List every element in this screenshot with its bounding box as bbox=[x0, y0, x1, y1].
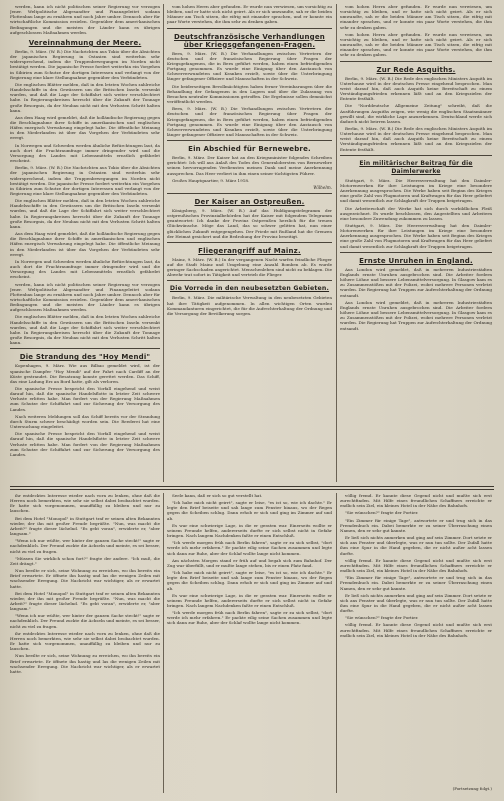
article-text: Die englischen Blätter melden, daß in den letzten Wochen zahlreiche Handelsschiffe in den Gewässern um die Britischen Inseln versenkt wurden, und daß die Lage der Schiffahrt sich weiter verschlechtert habe. In Regierungskreisen herrscht über die Zukunft der Tonnage große Besorgnis, da der Neubau nicht mit den Verlusten Schritt halten kann. bbox=[10, 81, 160, 113]
story-text: "Müssen Sie wirklich schon fort?" fragte der andere. "Ich muß, die Zeit drängt." bbox=[10, 555, 160, 566]
story-text: ihr entdecktes Interesse wieder nach vorn zu lenken, ohne daß die Herren noch bemerkten, wie sehr sie selbst dabei beobachtet wurden. Er hatte sich vorgenommen, unauffällig zu bleiben und nur zu lauschen. bbox=[10, 493, 160, 514]
column-divider bbox=[336, 493, 337, 793]
article-text: Aus dem Haag wird gemeldet, daß die holländische Regierung gegen die Beschlagnahme ihrer Schiffe in amerikanischen und englischen Häfen energisch Verwahrung eingelegt habe. Die öffentliche Meinung in den Niederlanden ist über das Vorgehen der Verbündeten sehr erregt. bbox=[10, 114, 160, 141]
article-text: werden, kann ich nicht politischen seiner Regierung vor verzogen Jener. Weltpolitische Abgesandter und Finanzgeleitet sodann Flottenbau lange zu ernähren und noch Jahre umher. Dennoch aber für wirtschaftliche Kommission erzielen. Gegenüber dem ameri-kanischen Bedingungen und die meisten der Länder kann es übrigen aufgeschlossen Maßnahmen werden. bbox=[10, 281, 160, 313]
story-text: Nun beeilte er sich, seine Wohnung zu erreichen, wo ihn bereits ein Brief erwartete. Er öffnete ihn hastig und las die wenigen Zeilen mit wachsender Erregung. Die Nachricht war wichtiger, als er erwartet hatte. bbox=[10, 653, 160, 674]
article-text: werden, kann ich nicht politischen seiner Regierung vor verzogen Jener. Weltpolitische Abgesandter und Finanzgeleitet sodann Flottenbau lange zu ernähren und noch Jahre umher. Dennoch aber für wirtschaftliche Kommission erzielen. Gegenüber dem ameri-kanischen Bedingungen und die meisten der Länder kann es übrigen aufgeschlossen Maßnahmen werden. bbox=[10, 4, 160, 35]
feuilleton-middle bbox=[167, 493, 332, 793]
column-divider bbox=[336, 4, 337, 482]
signature: Wilhelm. bbox=[313, 184, 332, 190]
article-text: Die spanische Presse bespricht den Vorfall eingehend und weist darauf hin, daß die spanische Handelsflotte in letzter Zeit schwere Verluste erlitten habe. Man fordert von der Regierung Maßnahmen zum Schutze der Schiffahrt und zur Sicherung der Versorgung des Landes. bbox=[10, 431, 160, 457]
story-text: "Sie wünschen?" fragte der Portier. bbox=[345, 615, 419, 621]
article-text: Aus dem Haag wird gemeldet, daß die holländische Regierung gegen die Beschlagnahme ihrer Schiffe in amerikanischen und englischen Häfen energisch Verwahrung eingelegt habe. Die öffentliche Meinung in den Niederlanden ist über das Vorgehen der Verbündeten sehr erregt. bbox=[10, 231, 160, 257]
headline-unruhen: Ernste Unruhen in England. bbox=[359, 256, 473, 265]
feuilleton-rule bbox=[10, 489, 494, 490]
article-text: Die Arbeiterschaft der Werke hat sich durch vorbildlichen Fleiß ausgezeichnet. Es wurde beschlossen, den Angestellten und Arbeitern eine besondere Zuwendung zukommen zu lassen. bbox=[340, 205, 492, 221]
headline-deutsch-franz: Deutschfranzösische Verhandlungen über Kriegsgefangenen-Fragen. bbox=[174, 32, 325, 49]
article-text: Großes Hauptquartier, 9. März 1918. bbox=[172, 177, 250, 183]
continuation-note: (Fortsetzung folgt.) bbox=[452, 786, 492, 791]
article-text: Königsberg, 9. März. (W. B.) Auf das Huldigungstelegramm der ostpreußischen Provinzialbehörden hat der Kaiser mit folgendem Telegramm geantwortet: Ich danke der Provinz Ostpreußen herzlich für die treuen Glückwünsche. Möge das Land, das so schwer gelitten hat, nun einer glücklichen Zukunft entgegengehen. Der Friede mit Rußland hat die Grenzen der Heimat gesichert und die Bedrohung der Provinz beseitigt. bbox=[167, 207, 332, 239]
feuilleton-right bbox=[340, 493, 492, 783]
story-text: "Ein Zimmer für einige Tage", antwortete er und trug sich in das Fremdenbuch ein. Dabei bemerkte er zu seiner Überraschung einen Namen, den er sehr gut kannte. bbox=[340, 517, 492, 533]
story-text: "Ich habe mich nicht geirrt", sagte er leise, "es ist so, wie ich dachte." Er legte den Brief beiseite und sah lange zum Fenster hinaus, wo der Regen gegen die Scheiben schlug. Dann erhob er sich und ging im Zimmer auf und ab. bbox=[167, 570, 332, 591]
story-text: "Wenn ich nur wüßte, wer hinter der ganzen Sache steckt!" sagte er nachdenklich. Der Freund zuckte die Achseln und meinte, es sei besser, nicht zu viel zu fragen. bbox=[10, 613, 160, 629]
divider bbox=[10, 348, 160, 349]
article-text: vom hohen Herrn aber gefunden. Er wurde nun verwiesen, um vorsichtig zu bleiben, und er hatte sich nicht geirrt. Als er sich umwandte, sah er die beiden Männer am Tisch sitzen, die eifrig mit einander sprachen, und er konnte ein paar Worte verstehen, die ihm sehr zu denken gaben. bbox=[167, 4, 332, 25]
divider bbox=[340, 252, 492, 253]
story-text: völlig fremd. Er kannte diese Gegend nicht und mußte sich erst zurechtfinden. Mit Hilfe eines freundlichen Schaffners erreichte er endlich sein Ziel, ein kleines Hotel in der Nähe des Bahnhofs. bbox=[340, 493, 492, 509]
feuilleton-left bbox=[10, 493, 160, 793]
article-text: Nach weiteren Meldungen soll das Schiff bereits vor der Strandung durch Sturm schwer beschädigt worden sein. Die Reederei hat eine Untersuchung eingeleitet. bbox=[10, 413, 160, 430]
article-text: Kopenhagen, 9. März. Wie aus Bilbao gemeldet wird, ist der spanische Dampfer "Hoy Mendi" auf der Fahrt nach Cardiff an der Küste gestrandet. Die Besatzung konnte gerettet werden. Das Schiff, das eine Ladung Erz an Bord hatte, gilt als verloren. bbox=[10, 363, 160, 384]
column-1 bbox=[10, 4, 160, 484]
story-text: Er ließ sich nichts anmerken und ging auf sein Zimmer. Dort setzte er sich ans Fenster und überlegte, was er nun tun sollte. Der Zufall hatte ihm eine Spur in die Hand gegeben, die er nicht außer acht lassen durfte. bbox=[340, 592, 492, 614]
divider bbox=[167, 28, 332, 29]
article-text: Aus London wird gemeldet, daß in mehreren Industriestädten Englands ernste Unruhen ausgebrochen sind. Die Arbeiter fordern höhere Löhne und bessere Lebensmittelversorgung. In Glasgow kam es zu Zusammenstößen mit der Polizei, wobei mehrere Personen verletzt wurden. Die Regierung hat Truppen zur Aufrechterhaltung der Ordnung entsandt. bbox=[340, 299, 492, 331]
article-text: Die "Norddeutsche Allgemeine Zeitung" schreibt, daß die Ausführungen Asquiths zeigen, wie wenig die englischen Staatsmänner gewillt sind, die wirkliche Lage anzuerkennen. Deutschland werde sich dadurch nicht beirren lassen. bbox=[340, 103, 492, 124]
divider bbox=[167, 140, 332, 141]
story-text: ihr entdecktes Interesse wieder nach vorn zu lenken, ohne daß die Herren noch bemerkten, wie sehr sie selbst dabei beobachtet wurden. Er hatte sich vorgenommen, unauffällig zu bleiben und nur zu lauschen. bbox=[10, 630, 160, 652]
article-text: vom hohen Herrn aber gefunden. Er wurde nun verwiesen, um vorsichtig zu bleiben, und er hatte sich nicht geirrt. Als er sich umwandte, sah er die beiden Männer am Tisch sitzen, die eifrig mit einander sprachen, und er konnte ein paar Worte verstehen, die ihm sehr zu denken gaben. bbox=[340, 31, 492, 58]
article-text: Berlin, 9. März. Die militärische Verwaltung in den neubesetzten Gebieten hat ihre Tätigkeit aufgenommen. In allen wichtigen Orten wurden Kommandanturen eingerichtet, die für die Aufrechterhaltung der Ordnung und die Versorgung der Bevölkerung sorgen. bbox=[167, 295, 332, 316]
headline-rede: Zur Rede Asquiths. bbox=[376, 65, 456, 74]
headline-meere: Vereinnahmung der Meere. bbox=[28, 38, 142, 47]
article-text: Berlin, 9. März. (W. B.) Die Rede des englischen Ministers Asquith im Unterhause wird in der deutschen Presse eingehend besprochen. Man weist darauf hin, daß auch Asquith keine Bereitschaft zu einem Verständigungsfrieden erkennen läßt und an den Kriegszielen der Entente festhält. bbox=[340, 75, 492, 102]
story-text: Am nächsten Morgen stand er früh auf und begab sich zum Bahnhof. Der Zug war überfüllt, und er mußte lange stehen, bis er einen Platz fand. bbox=[167, 557, 332, 568]
article-text: Die englischen Blätter melden, daß in den letzten Wochen zahlreiche Handelsschiffe in den Gewässern um die Britischen Inseln versenkt wurden, und daß die Lage der Schiffahrt sich weiter verschlechtert habe. In Regierungskreisen herrscht über die Zukunft der Tonnage große Besorgnis, da der Neubau nicht mit den Verlusten Schritt halten kann. bbox=[10, 198, 160, 229]
story-text: Nun beeilte er sich, seine Wohnung zu erreichen, wo ihn bereits ein Brief erwartete. Er öffnete ihn hastig und las die wenigen Zeilen mit wachsender Erregung. Die Nachricht war wichtiger, als er erwartet hatte. bbox=[10, 568, 160, 589]
story-text: "Ein Zimmer für einige Tage", antwortete er und trug sich in das Fremdenbuch ein. Dabei bemerkte er zu seiner Überraschung einen Namen, den er sehr gut kannte. bbox=[340, 575, 492, 591]
article-text: Bern, 9. März. (W. B.) Die Verhandlungen zwischen Vertretern der deutschen und der französischen Regierung über Fragen der Kriegsgefangenen, die in Bern geführt werden, haben einen befriedigenden Fortgang genommen. Es wurde eine Einigung über den Austausch von Schwerverwundeten und Kranken erzielt, sowie über die Unterbringung länger gefangener Offiziere und Mannschaften in der Schweiz. bbox=[167, 106, 332, 137]
divider bbox=[340, 155, 492, 156]
divider bbox=[340, 61, 492, 62]
article-text: Aus London wird gemeldet, daß in mehreren Industriestädten Englands ernste Unruhen ausgebrochen sind. Die Arbeiter fordern höhere Löhne und bessere Lebensmittelversorgung. In Glasgow kam es zu Zusammenstößen mit der Polizei, wobei mehrere Personen verletzt wurden. Die Regierung hat Truppen zur Aufrechterhaltung der Ordnung entsandt. bbox=[340, 266, 492, 298]
story-text: "Ich habe mich nicht geirrt", sagte er leise, "es ist so, wie ich dachte." Er legte den Brief beiseite und sah lange zum Fenster hinaus, wo der Regen gegen die Scheiben schlug. Dann erhob er sich und ging im Zimmer auf und ab. bbox=[167, 500, 332, 521]
story-text: Er ließ sich nichts anmerken und ging auf sein Zimmer. Dort setzte er sich ans Fenster und überlegte, was er nun tun sollte. Der Zufall hatte ihm eine Spur in die Hand gegeben, die er nicht außer acht lassen durfte. bbox=[340, 535, 492, 556]
headline-kaiser: Der Kaiser an Ostpreußen. bbox=[194, 197, 305, 206]
article-text: Die beiderseitigen Bevollmächtigten haben ferner Vereinbarungen über die Behandlung der Gefangenen in den Lagern und über die Zulassung von Besuchen neutraler Kommissionen getroffen. Die Ergebnisse sollen demnächst veröffentlicht werden. bbox=[167, 83, 332, 105]
story-text: Es war eine schwierige Lage, in die er geraten war. Einerseits wollte er seinem Freunde helfen, andererseits durfte er sich selbst nicht in Gefahr bringen. Nach langem Nachdenken faßte er einen Entschluß. bbox=[167, 522, 332, 539]
article-text: Mainz, 9. März. (W. B.) In der vergangenen Nacht warfen feindliche Flieger auf die Stadt Mainz und Umgebung eine Anzahl Bomben ab. Es wurde geringer Sachschaden angerichtet. Menschenleben sind nicht zu beklagen. Die Abwehr trat sofort in Tätigkeit und vertrieb die Flieger. bbox=[167, 256, 332, 278]
headline-flieger: Fliegerangriff auf Mainz. bbox=[198, 246, 301, 255]
article-text: In Norwegen und Schweden werden ähnliche Befürchtungen laut, da auch dort die Frachtraumfrage immer dringender wird und die Versorgung des Landes mit Lebensmitteln ernstlich gefährdet erscheint. bbox=[10, 258, 160, 280]
divider bbox=[167, 193, 332, 194]
column-3 bbox=[340, 4, 492, 482]
article-text: In Norwegen und Schweden werden ähnliche Befürchtungen laut, da auch dort die Frachtraumfrage immer dringender wird und die Versorgung des Landes mit Lebensmitteln ernstlich gefährdet erscheint. bbox=[10, 142, 160, 164]
story-text: Bei dem Hotel "Monopol" in Stuttgart traf er seinen alten Bekannten wieder, der ihn mit großer Freude begrüßte. "Nun, was macht die Arbeit?" fragte dieser lächelnd. "Es geht voran", erwiderte er, "aber langsam." bbox=[10, 515, 160, 537]
article-text: Die englischen Blätter melden, daß in den letzten Wochen zahlreiche Handelsschiffe in den Gewässern um die Britischen Inseln versenkt wurden, und daß die Lage der Schiffahrt sich weiter verschlechtert habe. In Regierungskreisen herrscht über die Zukunft der Tonnage große Besorgnis, da der Neubau nicht mit den Verlusten Schritt halten kann. bbox=[10, 314, 160, 346]
story-text: völlig fremd. Er kannte diese Gegend nicht und mußte sich erst zurechtfinden. Mit Hilfe eines freundlichen Schaffners erreichte er endlich sein Ziel, ein kleines Hotel in der Nähe des Bahnhofs. bbox=[340, 557, 492, 574]
headline-abschied: Ein Abschied für Bernewebre. bbox=[188, 145, 311, 154]
divider bbox=[167, 242, 332, 243]
article-text: Berlin, 9. März. (W. B.) Die Nachrichten aus Tokio über die Absichten der japanischen Regierung in Ostasien sind weiterhin sehr widersprechend, indem die Truppenbewegungen im Norden nicht bestätigt werden. Die japanische Presse fordert weiterhin ein Vorgehen in Sibirien zum Schutze der dortigen Interessen und verlangt von der Regierung eine klare Stellungnahme gegenüber den Verbündeten. bbox=[10, 165, 160, 196]
feuilleton-rule bbox=[10, 486, 494, 487]
column-divider bbox=[163, 493, 164, 793]
divider bbox=[167, 280, 332, 281]
headline-beitrag: Ein militärischer Beitrag für die Daimlerwerke bbox=[359, 159, 473, 175]
article-text: Berlin, 9. März. (W. B.) Die Rede des englischen Ministers Asquith im Unterhause wird in der deutschen Presse eingehend besprochen. Man weist darauf hin, daß auch Asquith keine Bereitschaft zu einem Verständigungsfrieden erkennen läßt und an den Kriegszielen der Entente festhält. bbox=[340, 125, 492, 152]
column-divider bbox=[163, 4, 164, 482]
article-text: vom hohen Herrn aber gefunden. Er wurde nun verwiesen, um vorsichtig zu bleiben, und er hatte sich nicht geirrt. Als er sich umwandte, sah er die beiden Männer am Tisch sitzen, die eifrig mit einander sprachen, und er konnte ein paar Worte verstehen, die ihm sehr zu denken gaben. bbox=[340, 4, 492, 30]
article-text: Berlin, 9. März. Der Kaiser hat an den Kriegsminister folgendes Schreiben gerichtet: Ich will aus Anlaß des Todes des Generalobersten von Bernewebre seinen hervorragenden Verdiensten meinen Dank und meine Anerkennung aussprechen. Das Heer verliert in ihm einen seiner tüchtigsten Führer. bbox=[167, 155, 332, 176]
story-text: "Wenn ich nur wüßte, wer hinter der ganzen Sache steckt!" sagte er nachdenklich. Der Freund zuckte die Achseln und meinte, es sei besser, nicht zu viel zu fragen. bbox=[10, 538, 160, 554]
article-text: Bern, 9. März. (W. B.) Die Verhandlungen zwischen Vertretern der deutschen und der französischen Regierung über Fragen der Kriegsgefangenen, die in Bern geführt werden, haben einen befriedigenden Fortgang genommen. Es wurde eine Einigung über den Austausch von Schwerverwundeten und Kranken erzielt, sowie über die Unterbringung länger gefangener Offiziere und Mannschaften in der Schweiz. bbox=[167, 50, 332, 82]
column-2 bbox=[167, 4, 332, 482]
headline-hoy-mendi: Die Strandung des "Hoy Mendi" bbox=[19, 353, 151, 362]
article-text: Stuttgart, 9. März. Die Heeresverwaltung hat den Daimler-Motorenwerken für ihre Leistungen im Kriege eine besondere Anerkennung ausgesprochen. Die Werke haben seit Beginn des Krieges eine große Zahl von Flugmotoren und Kraftwagen für das Heer geliefert und damit wesentlich zur Schlagkraft der Truppen beigetragen. bbox=[340, 223, 492, 249]
story-text: Seele kann, daß er sich so gut verstellt hat. bbox=[172, 493, 263, 498]
article-text: Berlin, 9. März. (W. B.) Die Nachrichten aus Tokio über die Absichten der japanischen Regierung in Ostasien sind weiterhin sehr widersprechend, indem die Truppenbewegungen im Norden nicht bestätigt werden. Die japanische Presse fordert weiterhin ein Vorgehen in Sibirien zum Schutze der dortigen Interessen und verlangt von der Regierung eine klare Stellungnahme gegenüber den Verbündeten. bbox=[10, 48, 160, 80]
story-text: völlig fremd. Er kannte diese Gegend nicht und mußte sich erst zurechtfinden. Mit Hilfe eines freundlichen Schaffners erreichte er endlich sein Ziel, ein kleines Hotel in der Nähe des Bahnhofs. bbox=[340, 622, 492, 638]
article-text: Stuttgart, 9. März. Die Heeresverwaltung hat den Daimler-Motorenwerken für ihre Leistungen im Kriege eine besondere Anerkennung ausgesprochen. Die Werke haben seit Beginn des Krieges eine große Zahl von Flugmotoren und Kraftwagen für das Heer geliefert und damit wesentlich zur Schlagkraft der Truppen beigetragen. bbox=[340, 177, 492, 204]
story-text: "Sie wünschen?" fragte der Portier. bbox=[345, 510, 419, 516]
story-text: "Ich werde morgen früh nach Berlin fahren", sagte er zu sich selbst, "dort werde ich mehr erfahren." Er packte eilig seine Sachen zusammen und legte sich dann zur Ruhe, aber der Schlaf wollte lange nicht kommen. bbox=[167, 610, 332, 626]
story-text: Es war eine schwierige Lage, in die er geraten war. Einerseits wollte er seinem Freunde helfen, andererseits durfte er sich selbst nicht in Gefahr bringen. Nach langem Nachdenken faßte er einen Entschluß. bbox=[167, 592, 332, 608]
story-text: "Ich werde morgen früh nach Berlin fahren", sagte er zu sich selbst, "dort werde ich mehr erfahren." Er packte eilig seine Sachen zusammen und legte sich dann zur Ruhe, aber der Schlaf wollte lange nicht kommen. bbox=[167, 540, 332, 556]
story-text: Bei dem Hotel "Monopol" in Stuttgart traf er seinen alten Bekannten wieder, der ihn mit großer Freude begrüßte. "Nun, was macht die Arbeit?" fragte dieser lächelnd. "Es geht voran", erwiderte er, "aber langsam." bbox=[10, 590, 160, 612]
headline-besetzte: Die Vorrede in den neubesetzten Gebieten. bbox=[169, 285, 330, 293]
article-text: Die spanische Presse bespricht den Vorfall eingehend und weist darauf hin, daß die spanische Handelsflotte in letzter Zeit schwere Verluste erlitten habe. Man fordert von der Regierung Maßnahmen zum Schutze der Schiffahrt und zur Sicherung der Versorgung des Landes. bbox=[10, 386, 160, 412]
